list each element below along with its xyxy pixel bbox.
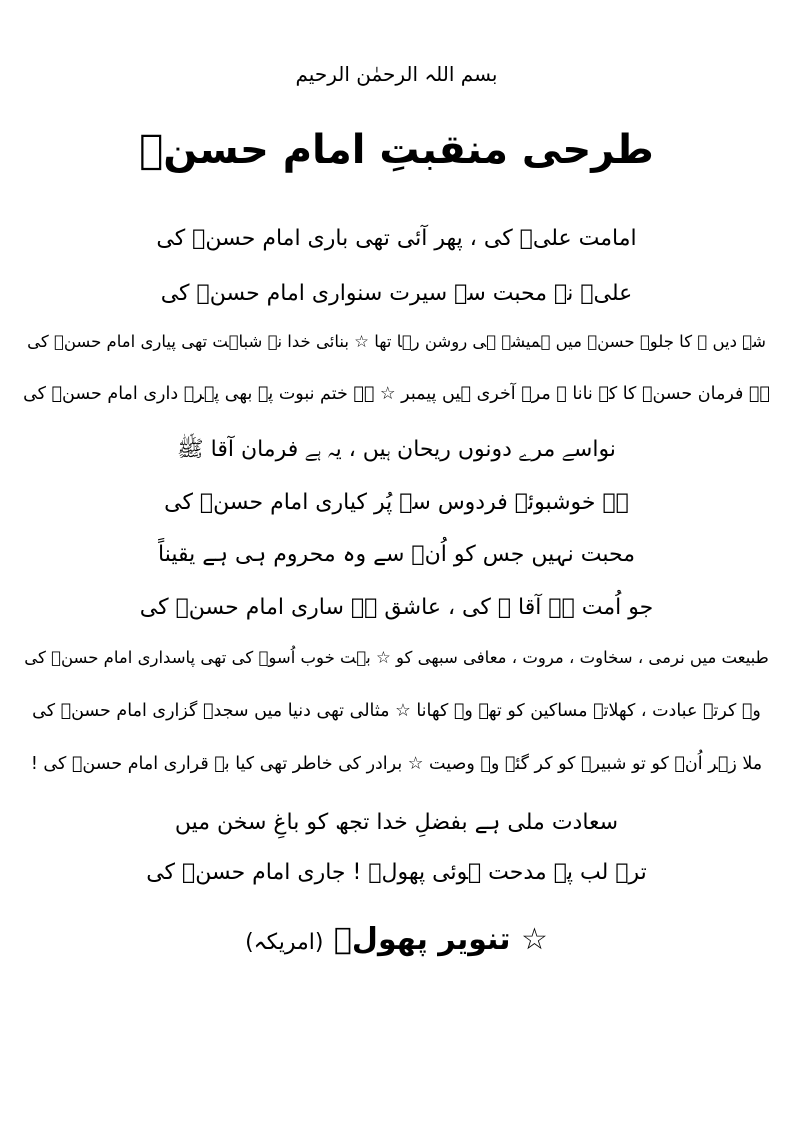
poem-line-4: ہے فرمان حسنؓ کا کہ نانا ﷺ مرے آخری ہیں پیمبر ☆ ہے ختم نبوت پہ بھی پہرے داری امام حسنؓ کی [23, 384, 770, 404]
poem-line-2: علیؓ نے محبت سے سیرت سنواری امام حسنؓ کی [160, 281, 633, 306]
poem-line-8: جو اُمت ہے آقا ﷺ کی ، عاشق ہے ساری امام حسنؓ کی [139, 595, 654, 620]
poem-line-10: وہ کرتے عبادت ، کھلاتے مساکین کو تھے وہ کھانا ☆ مثالی تھی دنیا میں سجدہ گزاری امام حسنؓ کی [32, 701, 761, 721]
poem-line-12: سعادت ملی ہے بفضلِ خدا تجھ کو باغِ سخن میں [174, 810, 619, 835]
poem-line-1: امامت علیؓ کی ، پھر آئی تھی باری امام حسنؓ کی [156, 226, 637, 251]
star-icon: ☆ [520, 922, 548, 957]
poem-line-5: نواسے مرے دونوں ریحان ہیں ، یہ ہے فرمان آقا ﷺ [177, 437, 616, 462]
poem-line-13: ترے لب پہ مدحت ہوئی پھولؔ ! جاری امام حسنؓ کی [146, 860, 647, 885]
bismillah-heading: بسم اللہ الرحمٰن الرحیم [295, 62, 498, 86]
poet-name: تنویر پھولؔ [333, 922, 511, 957]
poem-line-11: ملا زہر اُنؓ کو تو شبیرؓ کو کر گئے وہ وصیت ☆ برادر کی خاطر تھی کیا بے قراری امام حسنؓ کی ! [30, 754, 763, 774]
poem-line-3: شہِ دیں ﷺ کا جلوہ حسنؓ میں ہمیشہ ہی روشن رہا تھا ☆ بنائی خدا نے شباہت تھی پیاری امام حسنؓ کی [27, 332, 766, 351]
poem-line-6: ہے خوشبوئے فردوس سے پُر کیاری امام حسنؓ کی [164, 490, 629, 515]
poem-line-9: طبیعت میں نرمی ، سخاوت ، مروت ، معافی سبھی کو ☆ بہت خوب اُسوے کی تھی پاسداری امام حسنؓ کی [24, 648, 769, 667]
poem-title: طرحی منقبتِ امام حسنؓ [139, 127, 654, 173]
poet-country: (امریکہ) [245, 930, 324, 955]
poem-line-7: محبت نہیں جس کو اُنؓ سے وہ محروم ہی ہے یقیناً [158, 542, 635, 567]
poet-signature [30, 922, 763, 958]
